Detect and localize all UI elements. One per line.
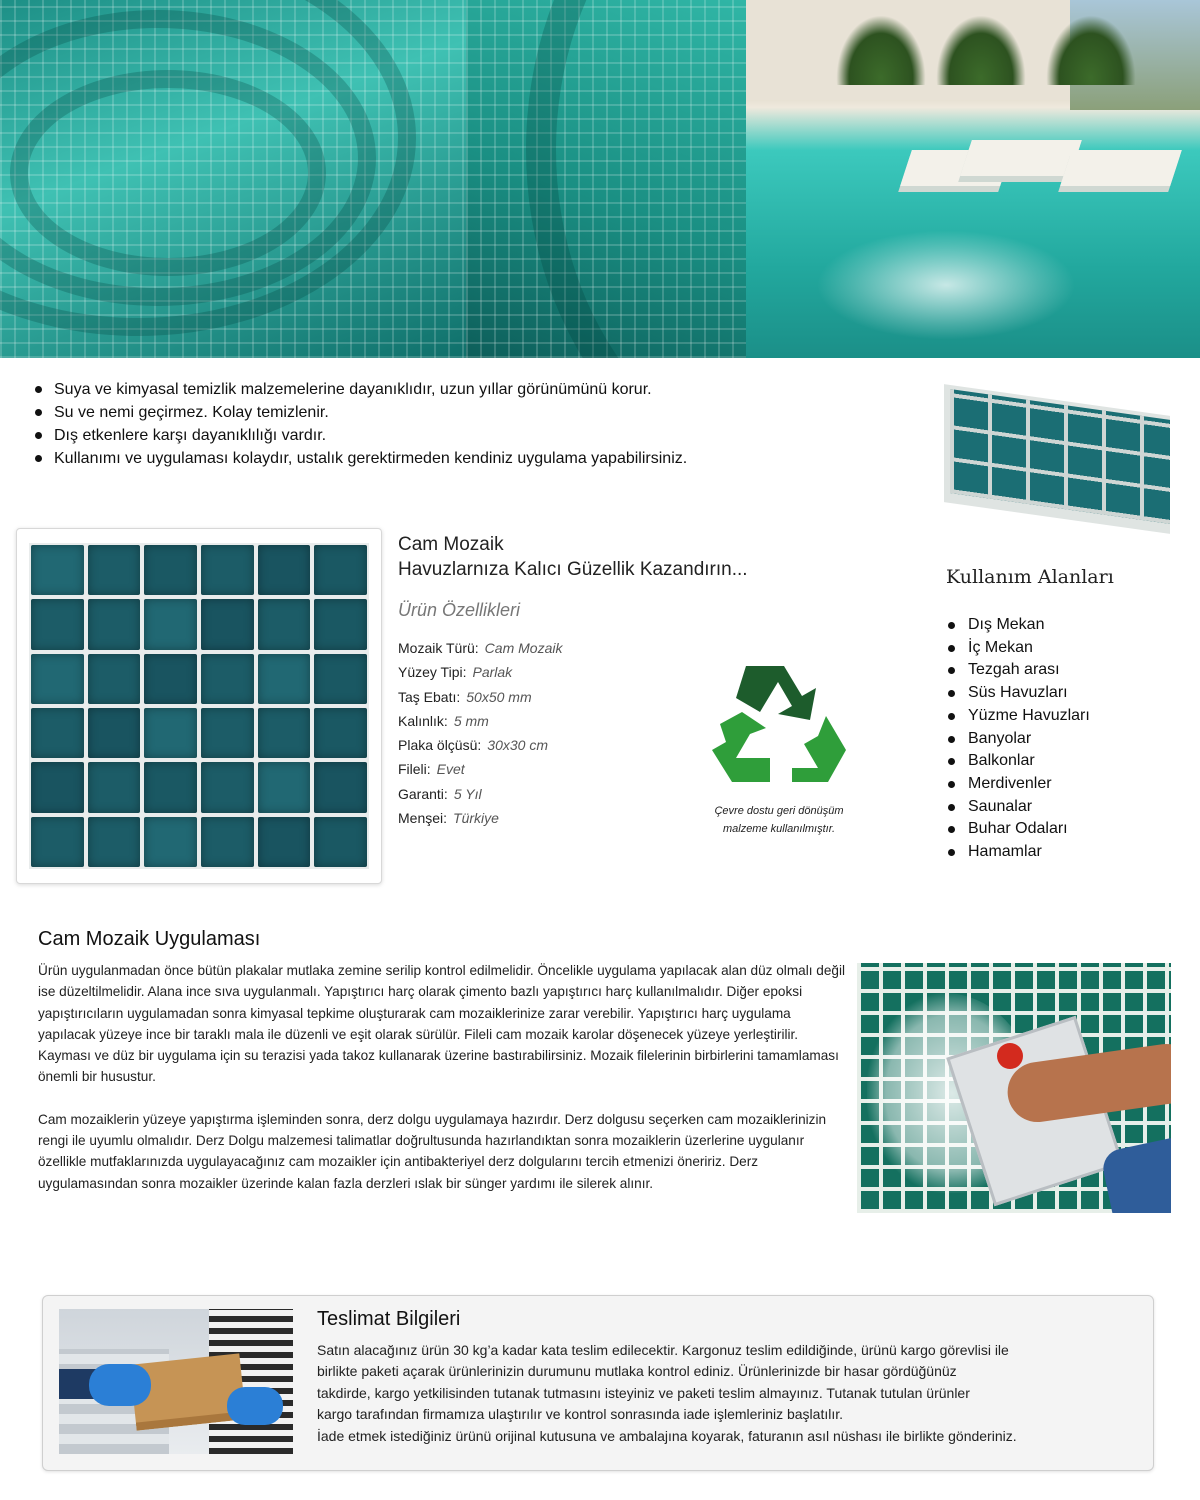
spec-label: Taş Ebatı:: [398, 688, 461, 705]
product-title: [398, 532, 878, 582]
product-title-line2: Havuzlarnıza Kalıcı Güzellik Kazandırın...: [398, 559, 748, 580]
spec-value: 50x50 mm: [466, 688, 532, 705]
spec-value: Parlak: [472, 664, 513, 681]
spec-row: [398, 660, 562, 684]
recycle-caption-line2: malzeme kullanılmıştır.: [722, 823, 836, 835]
mosaic-tile-sheet: [29, 543, 369, 869]
usage-item: Süs Havuzları: [946, 682, 1090, 705]
feature-item: Dış etkenlere karşı dayanıklılığı vardır.: [32, 424, 892, 447]
product-image: [16, 528, 382, 884]
feature-item: Su ve nemi geçirmez. Kolay temizlenir.: [32, 401, 892, 424]
product-title-line1: Cam Mozaik: [398, 534, 504, 555]
feature-list: [32, 378, 892, 470]
usage-item: Yüzme Havuzları: [946, 705, 1090, 728]
spec-list: [398, 636, 562, 830]
outdoor-pool-photo: [746, 0, 1200, 358]
recycle-icon: [706, 658, 852, 792]
spec-row: [398, 709, 562, 733]
recycle-arrow-right: [792, 716, 846, 782]
usage-item: Merdivenler: [946, 773, 1090, 796]
spec-value: Evet: [436, 761, 465, 778]
application-title: Cam Mozaik Uygulaması: [38, 928, 261, 950]
recycle-arrow-top: [736, 666, 816, 720]
recycle-arrow-left: [712, 712, 770, 782]
spec-label: Fileli:: [398, 761, 431, 778]
spec-row: [398, 685, 562, 709]
hero-photo-strip: [0, 0, 1200, 358]
delivery-info-box: [42, 1295, 1154, 1471]
delivery-photo: [59, 1309, 293, 1454]
spec-value: 30x30 cm: [487, 737, 548, 754]
spec-value: 5 mm: [453, 712, 489, 729]
usage-title: Kullanım Alanları: [946, 566, 1114, 588]
feature-item: Kullanımı ve uygulaması kolaydır, ustalık gerektirmeden kendiniz uygulama yapabilirsiniz.: [32, 447, 892, 470]
usage-item: Balkonlar: [946, 750, 1090, 773]
spec-row: [398, 757, 562, 781]
spec-value: Türkiye: [453, 810, 499, 827]
application-paragraph-2: Cam mozaiklerin yüzeye yapıştırma işleminden sonra, derz dolgu uygulamaya hazırdır. Derz dolgusu seçerken cam mozaiklerinizin rengi ile uyumlu olmalıdır. Derz Dolgu malzemesi talimatlar doğrultusunda hazırlandıktan sonra mozaiklerin üzerlerine uygulanır özellikle mutfaklarınızda uygulayacağınız cam mozaikler için antibakteriyel derz dolgularını tercih etmenizi öneririz. Derz uygulamasından sonra mozaikler üzerinde kalan fazla derzleri ıslak bir sünger yardımı ile silerek alınır.: [38, 1111, 827, 1191]
usage-item: Saunalar: [946, 796, 1090, 819]
spec-label: Yüzey Tipi:: [398, 664, 467, 681]
spec-value: 5 Yıl: [453, 785, 482, 802]
spec-value: Cam Mozaik: [484, 640, 563, 656]
usage-item: Dış Mekan: [946, 614, 1090, 637]
usage-item: Buhar Odaları: [946, 818, 1090, 841]
delivery-title: Teslimat Bilgileri: [317, 1308, 461, 1330]
usage-list: [946, 614, 1090, 864]
recycle-caption-line1: Çevre dostu geri dönüşüm: [714, 805, 844, 817]
curved-pool-wall-photo: [466, 0, 746, 358]
grout-application-photo: [857, 963, 1171, 1213]
usage-item: İç Mekan: [946, 637, 1090, 660]
recycle-caption: [686, 802, 872, 838]
spec-label: Garanti:: [398, 785, 448, 802]
mosaic-closeup-photo: [944, 384, 1170, 534]
spec-row: [398, 636, 562, 660]
pool-steps-photo: [0, 0, 466, 358]
spec-label: Menşei:: [398, 810, 448, 827]
application-paragraph-1: Ürün uygulanmadan önce bütün plakalar mutlaka zemine serilip kontrol edilmelidir. Öncelikle uygulama yapılacak alan düz olmalı değil ise düzeltilmelidir. Alana ince sıva uygulanmalı. Yapıştırıcı harç olarak çimento bazlı yapıştırıcı harç kullanılmalıdır. Diğer epoksi yapıştırıcıların uygulamadan sonra kimyasal tepkime oluşturarak cam mozaiklerinize zarar verebilir. Yapıştırıcı harç uygulama yapılacak yüzeye ince bir taraklı mala ile düzenli ve eşit olarak sürülür. Fileli cam mozaik karolar döşenecek yüzeye yerleştirilir. Kayması ve düz bir uygulama için su terazisi yada takoz kullanarak üzerine bastırabilirsiniz. Mozaik filelerinin birbirlerini tamamlaması önemli bir husustur.: [38, 963, 845, 1085]
application-text: [38, 960, 848, 1215]
spec-label: Plaka ölçüsü:: [398, 737, 482, 754]
spec-label: Mozaik Türü:: [398, 640, 479, 656]
spec-label: Kalınlık:: [398, 712, 448, 729]
delivery-text: Satın alacağınız ürün 30 kg’a kadar kata teslim edilecektir. Kargonuz teslim edildiğinde, ürünü kargo görevlisi ile birlikte paketi açarak ürünlerinizin durumunu mutlaka kontrol ediniz. Ürünlerinizde bir hasar gördüğünüz takdirde, kargo yetkilisinden tutanak tutmasını isteyiniz ve paketi teslim almayınız. Tutanak tutulan ürünler kargo tarafından firmamıza ulaştırılır ve kontrol sonrasında iade işlemleriniz başlatılır. İade etmek istediğiniz ürünü orijinal kutusuna ve ambalajına koyarak, faturanın asıl nüshası ile birlikte gönderiniz.: [317, 1342, 1017, 1444]
spec-heading: Ürün Özellikleri: [398, 600, 521, 620]
spec-row: [398, 806, 562, 830]
spec-row: [398, 782, 562, 806]
spec-row: [398, 733, 562, 757]
usage-item: Tezgah arası: [946, 659, 1090, 682]
usage-item: Banyolar: [946, 728, 1090, 751]
feature-item: Suya ve kimyasal temizlik malzemelerine dayanıklıdır, uzun yıllar görünümünü korur.: [32, 378, 892, 401]
usage-item: Hamamlar: [946, 841, 1090, 864]
